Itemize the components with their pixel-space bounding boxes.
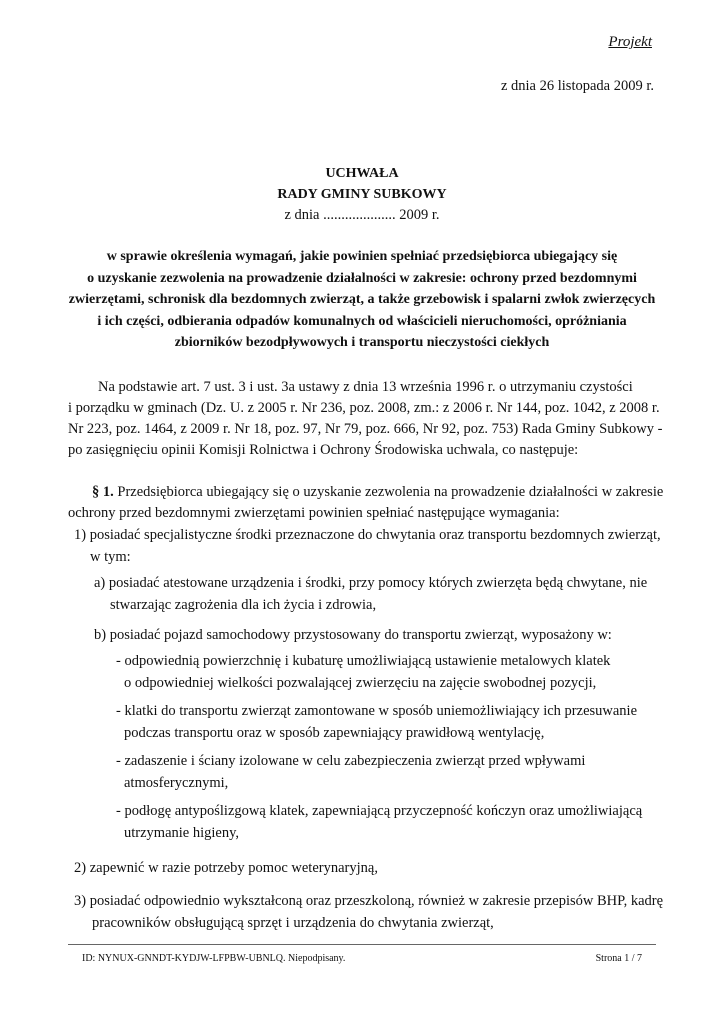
basis-line: po zasięgnięciu opinii Komisji Rolnictwa i Ochrony Środowiska uchwala, co następuje:	[68, 442, 579, 458]
footer-divider	[68, 944, 656, 945]
list-item: 3) posiadać odpowiednio wykształconą oraz przeszkoloną, również w zakresie przepisów BHP, kadrę	[74, 893, 664, 909]
subject-line: w sprawie określenia wymagań, jakie powinien spełniać przedsiębiorca ubiegający się	[106, 249, 618, 264]
legal-basis-paragraph	[68, 377, 662, 461]
footer-page-number: Strona 1 / 7	[595, 953, 642, 964]
list-item: 1) posiadać specjalistyczne środki przeznaczone do chwytania oraz transportu bezdomnych zwierząt,	[74, 527, 661, 543]
list-item: utrzymanie higieny,	[124, 825, 240, 841]
projekt-label: Projekt	[608, 34, 652, 50]
list-item: atmosferycznymi,	[124, 775, 229, 791]
title-uchwala: UCHWAŁA	[325, 166, 399, 181]
subject-line: i ich części, odbierania odpadów komunalnych od właścicieli nieruchomości, opróżniania	[97, 313, 627, 329]
title-rada-gminy: RADY GMINY SUBKOWY	[277, 187, 447, 202]
subject-block	[60, 246, 664, 354]
section-1-text: Przedsiębiorca ubiegający się o uzyskanie zezwolenia na prowadzenie działalności w zakresie	[113, 484, 664, 500]
list-item: stwarzając zagrożenia dla ich życia i zdrowia,	[110, 597, 377, 613]
section-1-paragraph	[68, 482, 663, 524]
basis-line: Nr 223, poz. 1464, z 2009 r. Nr 18, poz. 97, Nr 79, poz. 666, Nr 92, poz. 753) Rada Gminy Subkowy -	[68, 421, 663, 437]
list-item: o odpowiedniej wielkości pozwalającej zwierzęciu na zajęcie swobodnej pozycji,	[124, 675, 597, 691]
list-item: a) posiadać atestowane urządzenia i środki, przy pomocy których zwierzęta będą chwytane, nie	[94, 575, 648, 591]
footer-document-id: ID: NYNUX-GNNDT-KYDJW-LFPBW-UBNLQ. Niepodpisany.	[82, 953, 346, 964]
section-1-line	[68, 482, 663, 503]
basis-line: i porządku w gminach (Dz. U. z 2005 r. Nr 236, poz. 2008, zm.: z 2006 r. Nr 144, poz. 1042, z 2008 r.	[68, 400, 660, 416]
subject-line: o uzyskanie zezwolenia na prowadzenie działalności w zakresie: ochrony przed bezdomnymi	[87, 270, 637, 286]
list-item: b) posiadać pojazd samochodowy przystosowany do transportu zwierząt, wyposażony w:	[94, 627, 612, 643]
list-item: - zadaszenie i ściany izolowane w celu zabezpieczenia zwierząt przed wpływami	[116, 753, 586, 769]
list-item: - odpowiednią powierzchnię i kubaturę umożliwiającą ustawienie metalowych klatek	[116, 653, 611, 669]
list-item: w tym:	[90, 549, 131, 565]
list-item: podczas transportu oraz w sposób zapewniający prawidłową wentylację,	[124, 725, 545, 741]
section-1-line: ochrony przed bezdomnymi zwierzętami powinien spełniać następujące wymagania:	[68, 505, 560, 521]
list-item: pracowników obsługującą sprzęt i urządzenia do chwytania zwierząt,	[92, 915, 494, 931]
list-item: - klatki do transportu zwierząt zamontowane w sposób uniemożliwiający ich przesuwanie	[116, 703, 638, 719]
title-date: z dnia .................... 2009 r.	[284, 207, 440, 223]
list-item: 2) zapewnić w razie potrzeby pomoc weterynaryjną,	[74, 860, 378, 876]
section-mark: § 1.	[92, 484, 114, 500]
subject-line: zwierzętami, schronisk dla bezdomnych zwierząt, a także grzebowisk i spalarni zwłok zwierzęcych	[68, 292, 656, 307]
list-item: - podłogę antypoślizgową klatek, zapewniającą przyczepność kończyn oraz umożliwiającą	[116, 803, 643, 819]
subject-line: zbiorników bezodpływowych i transportu nieczystości ciekłych	[174, 335, 550, 350]
basis-line: Na podstawie art. 7 ust. 3 i ust. 3a ustawy z dnia 13 września 1996 r. o utrzymaniu czystości	[98, 379, 633, 395]
document-date: z dnia 26 listopada 2009 r.	[500, 78, 654, 94]
